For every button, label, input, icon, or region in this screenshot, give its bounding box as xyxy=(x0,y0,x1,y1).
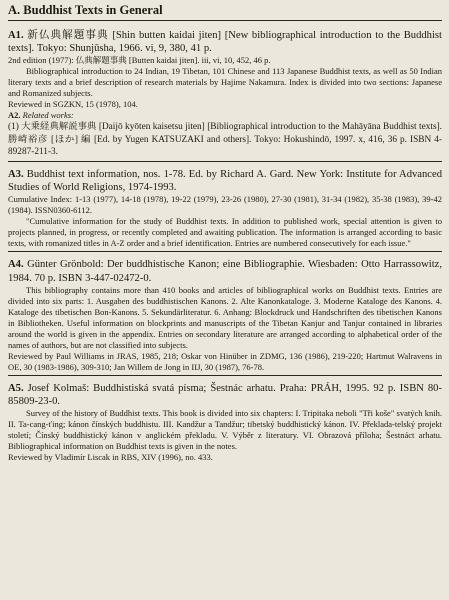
entry-a1 xyxy=(8,29,442,110)
entry-a1-citation-text: 新仏典解題事典 [Shin butten kaidai jiten] [New bibliographical introduction to the Buddhist texts]. Tokyo: Shunjūsha, 1966. vi, 9, 380, 41 p. xyxy=(8,30,442,55)
entry-a4 xyxy=(8,258,442,372)
entry-a3-quote: "Cumulative information for the study of Buddhist texts. In addition to published work, special attention is given to projects planned, in progress, or recently completed and awaiting publication. The information is arranged according to basic texts, with romanized titles in A-Z order and a brief identification. Entries are numbered consecutively for each issue." xyxy=(8,216,442,249)
entry-a4-citation-text: Günter Grönbold: Der buddhistische Kanon; eine Bibliographie. Wiesbaden: Otto Harrassowitz, 1984. 70 p. ISBN 3-447-02472-0. xyxy=(8,259,442,284)
entry-a1-number: A1. xyxy=(8,30,24,41)
entry-a5 xyxy=(8,382,442,463)
entry-a2-label: Related works: xyxy=(22,110,74,121)
entry-a2 xyxy=(8,110,442,159)
entry-a2-number: A2. xyxy=(8,110,21,121)
entry-a3 xyxy=(8,168,442,249)
entry-a5-citation-text: Josef Kolmaš: Buddhistiská svatá písma; Šestnác arhatu. Praha: PRÁH, 1995. 92 p. ISBN 80-85809-23-0. xyxy=(8,382,442,407)
entry-divider xyxy=(8,375,442,376)
entry-a5-description: Survey of the history of Buddhist texts. This book is divided into six chapters: I. Tripitaka neboli "Tři koše" svatých knih. II. Ta-cang-ťing; kánon čínských buddhistu. III. Kandžur a Tandžur; tibetský buddhistický kánon. IV. Překlada-telský projekt století; Čínský buddhistický kánon v anglickém překladu. V. Výběr z literatury. VI. Obrazová příloha; Šestnáct arhatu. Bibliographical information on Buddhist texts is given in the notes. xyxy=(8,408,442,452)
entry-a1-reviewed: Reviewed in SGZKN, 15 (1978), 104. xyxy=(8,99,138,110)
section-title: A. Buddhist Texts in General xyxy=(8,3,163,17)
entry-a5-citation xyxy=(8,382,442,408)
entry-a4-citation xyxy=(8,258,442,284)
entry-a3-number: A3. xyxy=(8,168,24,180)
entry-a1-citation xyxy=(8,29,442,55)
entry-divider xyxy=(8,161,442,162)
entry-a3-citation xyxy=(8,168,442,194)
entry-a2-heading xyxy=(8,110,442,121)
entry-a5-number: A5. xyxy=(8,382,24,394)
entry-a1-edition: 2nd edition (1977): 仏典解題事典 [Butten kaidai jiten]. iii, vi, 10, 452, 46 p. xyxy=(8,55,271,66)
entry-a4-reviewed: Reviewed by Paul Williams in JRAS, 1985, 218; Oskar von Hinüber in ZDMG, 136 (1986), 219-220; Hartmut Walravens in OE, 30 (1983-1986), 309-310; Jan Willem de Jong in IIJ, 30 (1987), 76-78. xyxy=(8,350,442,372)
entry-divider xyxy=(8,251,442,252)
entry-a3-cumulative: Cumulative Index: 1-13 (1977), 14-18 (1978), 19-22 (1979), 23-26 (1980), 27-30 (1981), 31-34 (1982), 35-38 (1983), 39-42 (1984). ISSN0360-6112. xyxy=(8,194,442,216)
entry-a1-description: Bibliographical introduction to 24 Indian, 19 Tibetan, 101 Chinese and 113 Japanese Buddhist texts, as well as 50 Indian literary texts and a brief description of research materials by Hajime Nakamura. Index is divided into two sections: Japanese and Romanized subjects. xyxy=(8,66,442,99)
entry-a4-description: This bibliography contains more than 410 books and articles of bibliographical works on Buddhist texts. Entries are divided into six parts: 1. Ausgaben des buddhistischen Kanons. 2. Alte Kanonkataloge. 3. Moderne Kataloge des Kanons. 4. Kataloge des tibetischen Bon-Kanons. 5. Sekundärliteratur. 6. Anhang: Blockdruck und Handschriften des tibetischen Kanons in Bibliotheken. Useful information on blockprints and manuscripts of the Tibetan Kanjur and Tanjur contained in libraries around the world is given in the appendix. Entries on secondary literature are arranged according to alphabetical order of the names of authors, but are not classified into subjects. xyxy=(8,284,442,350)
entry-a3-citation-text: Buddhist text information, nos. 1-78. Ed. by Richard A. Gard. New York: Institute for Advanced Studies of World Religions, 1974-1993. xyxy=(8,168,442,194)
entry-a2-text: (1) 大乗経典解説事典 [Daijō kyōten kaisetsu jiten] [Bibliographical introduction to the Mahāyāna Buddhist texts]. 勝崎裕彦 [ほか] 編 [Ed. by Yugen KATSUZAKI and others]. Tokyo: Hokushindō, 1997. x, 416, 36 p. ISBN 4-89287-211-3. xyxy=(8,122,442,158)
entry-a4-number: A4. xyxy=(8,259,24,271)
entry-a5-reviewed: Reviewed by Vladimír Liscak in RBS, XIV (1996), no. 433. xyxy=(8,452,213,463)
section-rule xyxy=(8,20,442,21)
